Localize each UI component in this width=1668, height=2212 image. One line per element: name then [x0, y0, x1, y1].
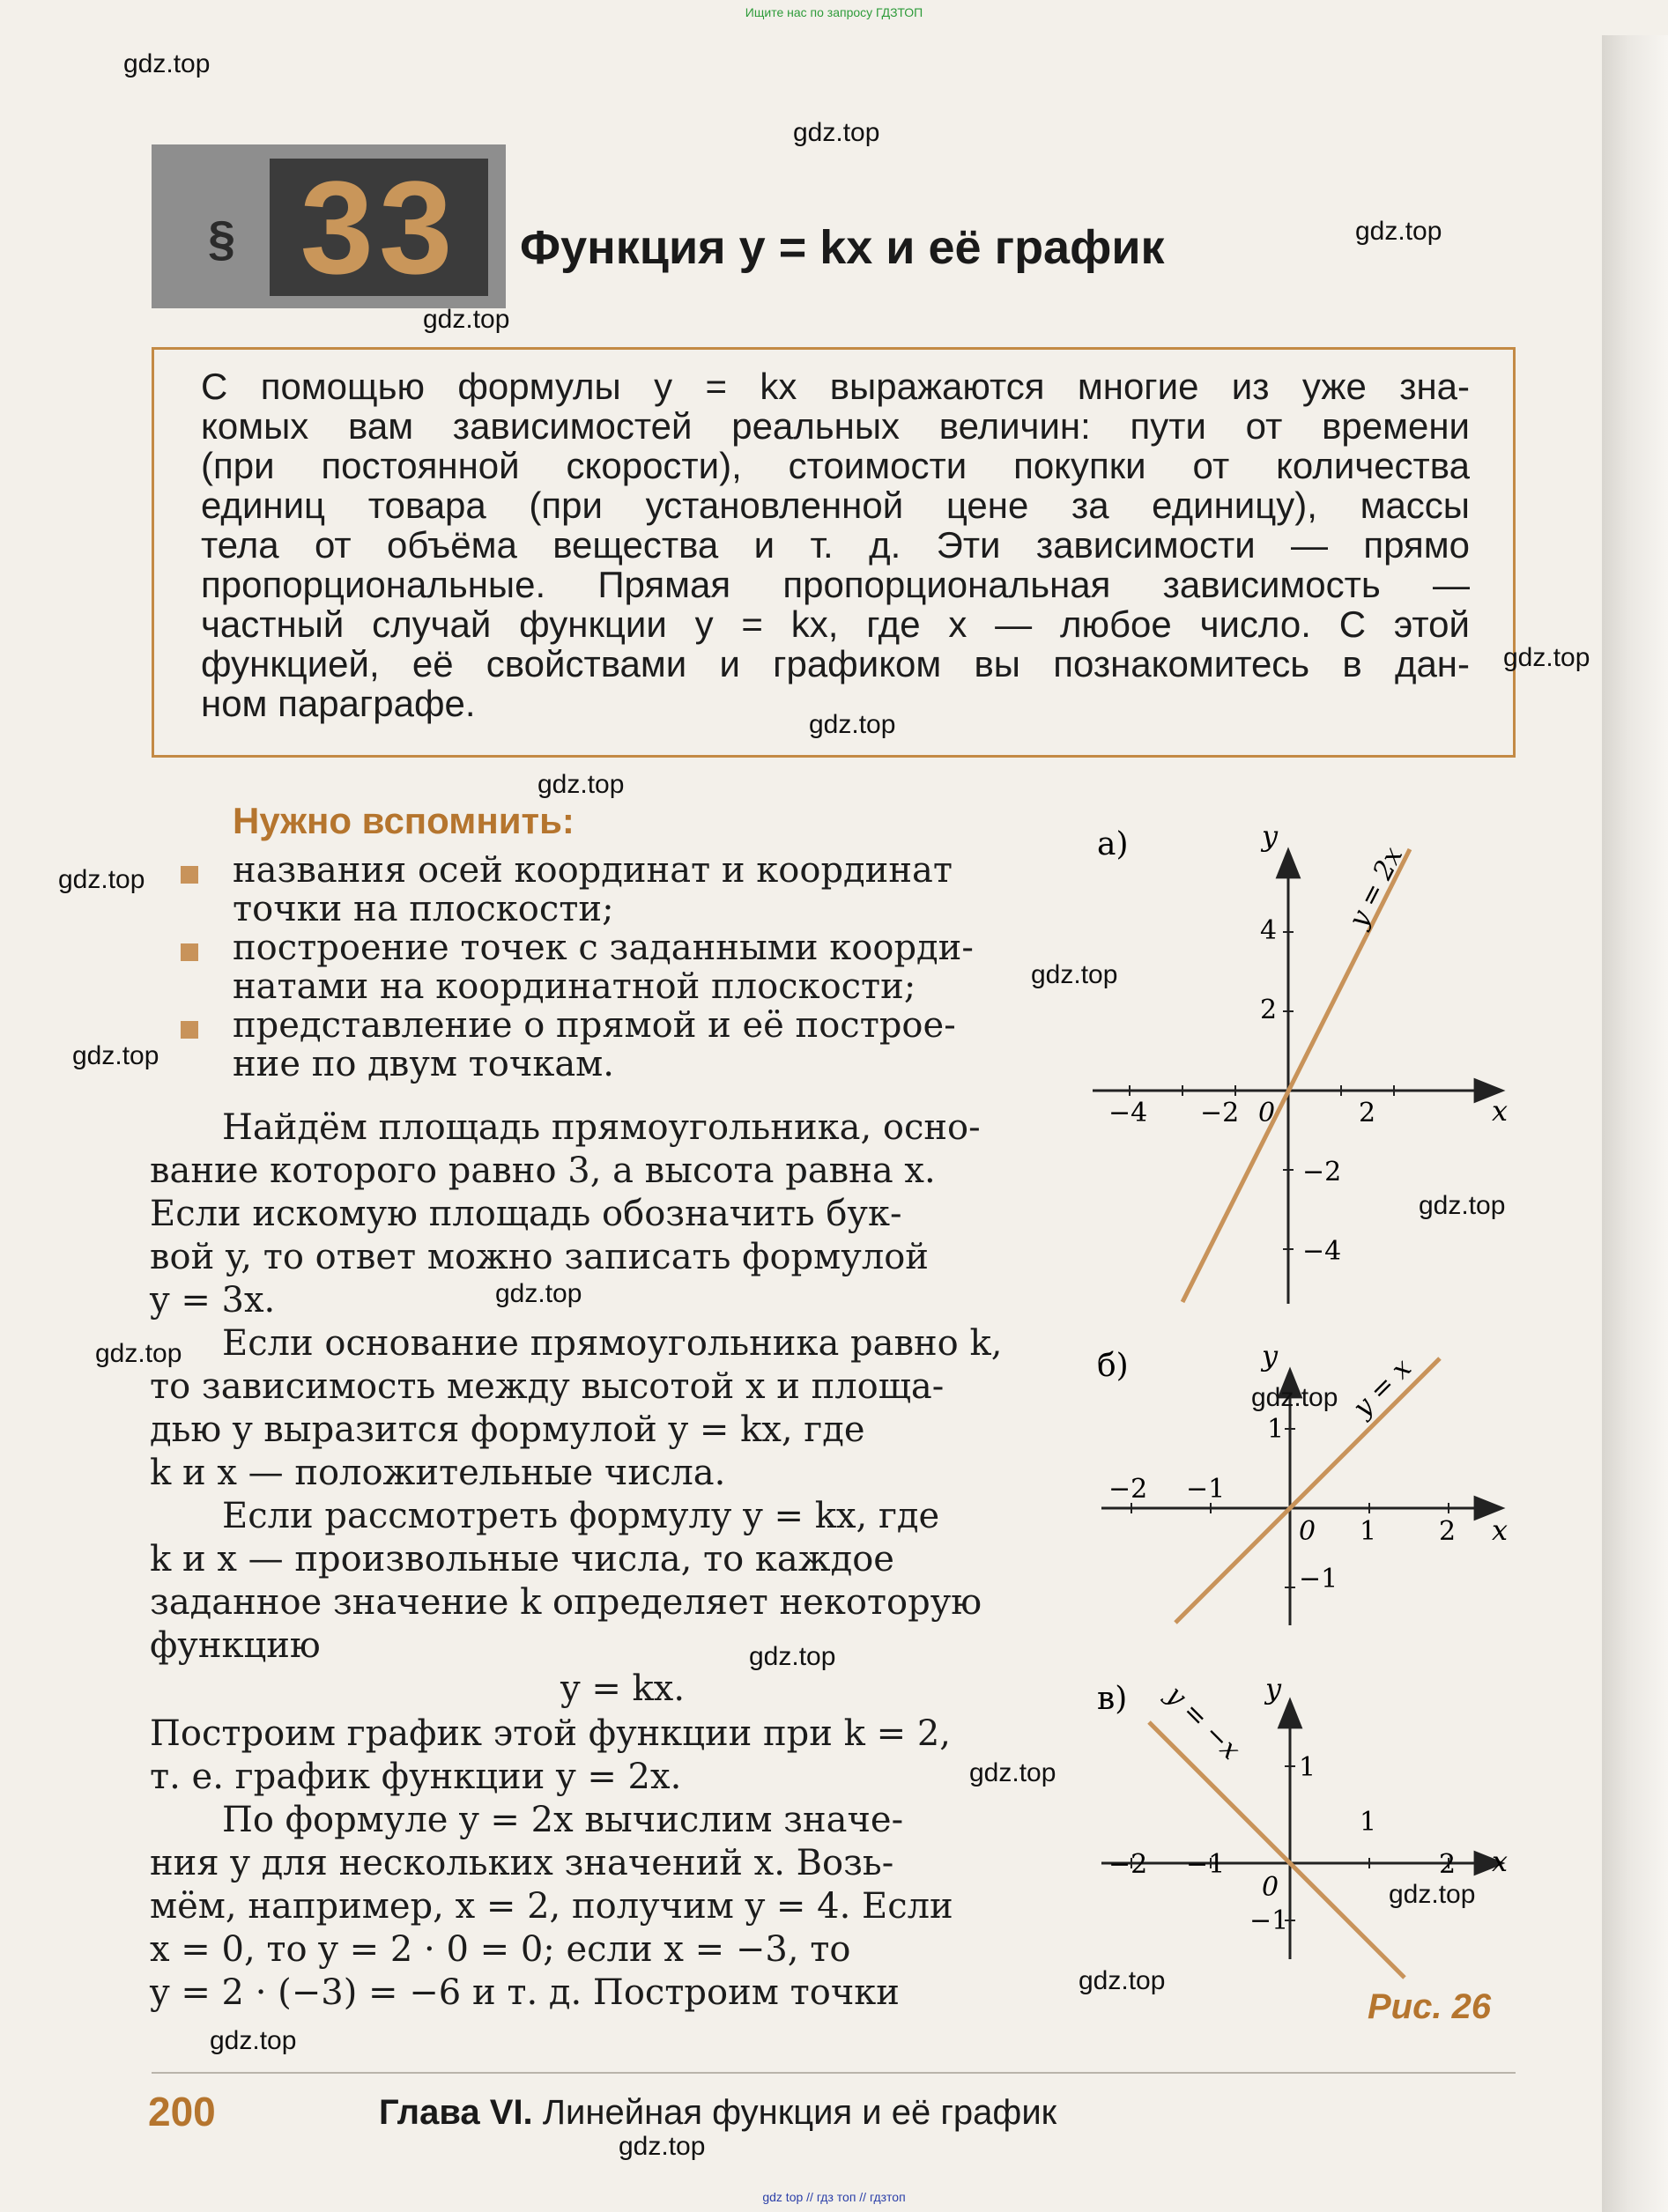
intro-line: С помощью формулы y = kx выражаются многие из уже зна-	[201, 366, 1470, 407]
panel-c-x-tick: 1	[1360, 1807, 1377, 1838]
body-line: Найдём площадь прямоугольника, осно-	[222, 1107, 981, 1148]
watermark: gdz.top	[537, 770, 625, 799]
panel-c-line-label: y = −x	[1160, 1679, 1247, 1766]
intro-line: комых вам зависимостей реальных величин: пути от времени	[201, 405, 1470, 447]
panel-a-y-axis-label: y	[1262, 819, 1279, 853]
body-line: Если основание прямоугольника равно k,	[222, 1323, 1003, 1364]
panel-c-x-axis-label: x	[1492, 1845, 1509, 1878]
panel-c-origin: 0	[1262, 1872, 1279, 1903]
body-line: вой y, то ответ можно записать формулой	[150, 1237, 929, 1277]
panel-a-origin: 0	[1258, 1098, 1276, 1128]
panel-a-x-tick: −4	[1108, 1098, 1148, 1128]
panel-b-x-axis-label: x	[1492, 1513, 1509, 1547]
footer-divider	[152, 2072, 1516, 2074]
panel-c-x-tick: 2	[1439, 1849, 1457, 1880]
panel-a-label: а)	[1097, 826, 1129, 862]
watermark: gdz.top	[809, 710, 896, 739]
bullet-text: точки на плоскости;	[233, 889, 614, 929]
body-line: y = 3x.	[150, 1280, 276, 1321]
top-note: Ищите нас по запросу ГДЗТОП	[745, 5, 923, 19]
bullet-text: представление о прямой и её построе-	[233, 1005, 956, 1046]
watermark: gdz.top	[495, 1279, 582, 1308]
intro-line: пропорциональные. Прямая пропорциональная зависимость —	[201, 564, 1470, 605]
body-line: k и x — произвольные числа, то каждое	[150, 1539, 894, 1579]
intro-line: ном параграфе.	[201, 683, 476, 724]
panel-b-x-tick: −1	[1186, 1474, 1226, 1505]
panel-a-y-tick: 4	[1260, 915, 1278, 946]
watermark: gdz.top	[1031, 960, 1118, 989]
chapter-footer	[379, 2093, 1056, 2133]
watermark: gdz.top	[1355, 217, 1442, 246]
panel-b-label: б)	[1097, 1348, 1129, 1384]
panel-c-y-tick: −1	[1249, 1905, 1289, 1936]
watermark: gdz.top	[423, 305, 510, 334]
intro-line: частный случай функции y = kx, где x — любое число. С этой	[201, 603, 1470, 645]
chapter-title: Линейная функция и её график	[542, 2093, 1057, 2132]
bullet-text: ние по двум точкам.	[233, 1044, 615, 1084]
body-line: x = 0, то y = 2 · 0 = 0; если x = −3, то	[150, 1929, 851, 1970]
intro-line: единиц товара (при установленной цене за единицу), массы	[201, 485, 1470, 526]
body-line: заданное значение k определяет некоторую	[150, 1582, 982, 1623]
watermark: gdz.top	[123, 49, 211, 78]
panel-a-y-tick: 2	[1260, 995, 1278, 1025]
bullet-text: построение точек с заданными коорди-	[233, 928, 974, 968]
panel-c-x-tick: −2	[1108, 1849, 1148, 1880]
remember-title: Нужно вспомнить:	[233, 800, 575, 841]
intro-line: (при постоянной скорости), стоимости покупки от количества	[201, 445, 1470, 486]
watermark: gdz.top	[1503, 643, 1590, 672]
body-line: ния y для нескольких значений x. Возь-	[150, 1843, 894, 1883]
body-line: По формуле y = 2x вычислим значе-	[222, 1800, 904, 1840]
panel-c-x-tick: −1	[1186, 1849, 1226, 1880]
watermark: gdz.top	[95, 1339, 182, 1368]
panel-b-x-tick: −2	[1108, 1474, 1148, 1505]
page-title: Функция y = kx и её график	[520, 221, 1165, 274]
panel-c-y-tick: 1	[1299, 1752, 1316, 1783]
body-line: y = 2 · (−3) = −6 и т. д. Построим точки	[150, 1972, 900, 2013]
body-line: вание которого равно 3, а высота равна x.	[150, 1150, 936, 1191]
watermark: gdz.top	[793, 118, 880, 147]
panel-b-y-tick: −1	[1299, 1564, 1338, 1594]
formula-line: y = kx.	[560, 1668, 686, 1709]
body-line: Если искомую площадь обозначить бук-	[150, 1194, 902, 1234]
panel-b-origin: 0	[1299, 1516, 1316, 1547]
watermark: gdz.top	[969, 1758, 1056, 1787]
section-number: 33	[300, 153, 458, 301]
body-line: мём, например, x = 2, получим y = 4. Если	[150, 1886, 953, 1927]
body-line: дью y выразится формулой y = kx, где	[150, 1409, 865, 1450]
panel-b-y-tick: 1	[1267, 1414, 1285, 1445]
watermark: gdz.top	[58, 865, 145, 894]
intro-line: функцией, её свойствами и графиком вы познакомитесь в дан-	[201, 643, 1470, 684]
panel-a-y-tick: −2	[1302, 1157, 1342, 1187]
panel-c-y-axis-label: y	[1265, 1672, 1282, 1705]
panel-b-x-tick: 2	[1439, 1516, 1457, 1547]
chapter-label: Глава VI.	[379, 2093, 533, 2132]
bottom-note: gdz top // гдз топ // гдзтоп	[762, 2190, 906, 2204]
page-number: 200	[148, 2089, 216, 2134]
watermark: gdz.top	[210, 2026, 297, 2055]
panel-a-line-label: y = 2x	[1342, 842, 1410, 933]
panel-b-line-label: y = x	[1346, 1352, 1418, 1424]
figure-caption: Рис. 26	[1368, 1987, 1492, 2026]
panel-b-x-tick: 1	[1360, 1516, 1377, 1547]
panel-c-label: в)	[1097, 1681, 1128, 1717]
panel-a-x-axis-label: x	[1492, 1094, 1509, 1128]
body-line: то зависимость между высотой x и площа-	[150, 1366, 945, 1407]
panel-a-x-tick: 2	[1359, 1098, 1376, 1128]
section-symbol: §	[208, 211, 236, 266]
panel-a-y-tick: −4	[1302, 1236, 1342, 1267]
body-line: Если рассмотреть формулу y = kx, где	[222, 1496, 940, 1536]
body-line: функцию	[150, 1625, 321, 1666]
body-line: т. е. график функции y = 2x.	[150, 1757, 682, 1797]
watermark: gdz.top	[619, 2132, 706, 2161]
panel-b-y-axis-label: y	[1262, 1339, 1279, 1372]
watermark: gdz.top	[1251, 1383, 1338, 1412]
watermark: gdz.top	[749, 1642, 836, 1671]
intro-line: тела от объёма вещества и т. д. Эти зависимости — прямо	[201, 524, 1470, 566]
bullet-text: названия осей координат и координат	[233, 850, 953, 891]
watermark: gdz.top	[1079, 1966, 1166, 1995]
watermark: gdz.top	[72, 1041, 159, 1070]
body-line: Построим график этой функции при k = 2,	[150, 1713, 952, 1754]
watermark: gdz.top	[1389, 1880, 1476, 1909]
bullet-text: натами на координатной плоскости;	[233, 966, 916, 1007]
body-line: k и x — положительные числа.	[150, 1453, 726, 1493]
panel-a-x-tick: −2	[1200, 1098, 1240, 1128]
watermark: gdz.top	[1419, 1191, 1506, 1220]
